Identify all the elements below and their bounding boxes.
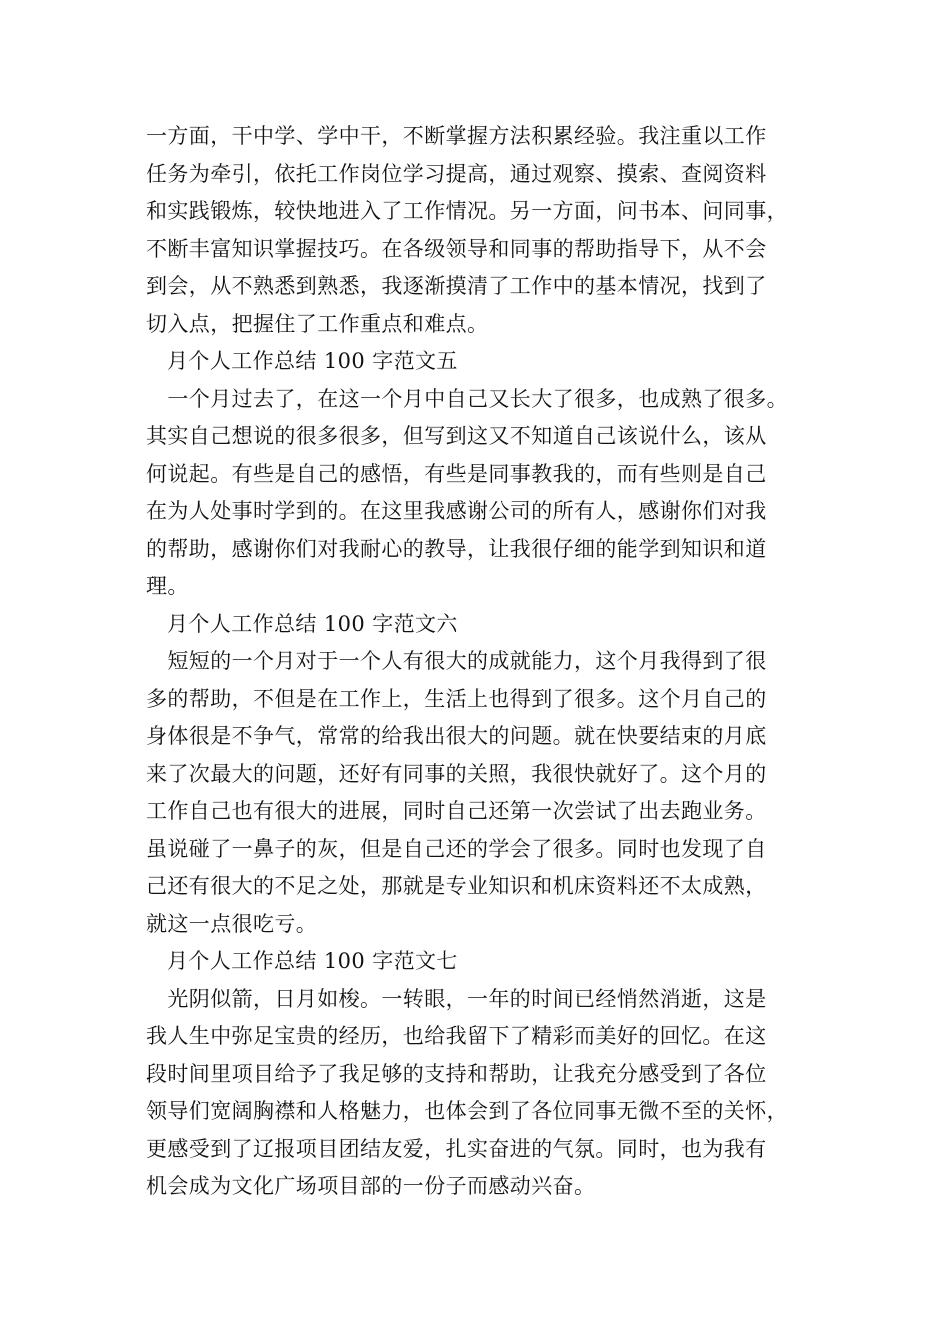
text-line: 机会成为文化广场项目部的一份子而感动兴奋。 (146, 1174, 596, 1198)
text-line: 不断丰富知识掌握技巧。在各级领导和同事的帮助指导下，从不会 (146, 236, 767, 261)
text-line: 多的帮助，不但是在工作上，生活上也得到了很多。这个月自己的 (146, 686, 767, 711)
document-page (146, 118, 826, 1206)
text-line: 其实自己想说的很多很多，但写到这又不知道自己该说什么，该从 (146, 424, 767, 448)
text-line: 到会，从不熟悉到熟悉，我逐渐摸清了工作中的基本情况，找到了 (146, 274, 767, 298)
paragraph-1 (146, 118, 826, 343)
text-line: 理。 (146, 574, 189, 598)
text-line: 在为人处事时学到的。在这里我感谢公司的所有人，感谢你们对我 (146, 499, 767, 523)
text-line: 切入点，把握住了工作重点和难点。 (146, 311, 489, 336)
text-line: 就这一点很吃亏。 (146, 911, 318, 936)
section-heading-6: 月个人工作总结 100 字范文六 (167, 611, 458, 636)
text-line: 虽说碰了一鼻子的灰，但是自己还的学会了很多。同时也发现了自 (146, 836, 767, 861)
paragraph-2 (146, 381, 826, 606)
paragraph-4 (146, 981, 826, 1206)
text-line: 一方面，干中学、学中干，不断掌握方法积累经验。我注重以工作 (146, 124, 767, 148)
text-line: 的帮助，感谢你们对我耐心的教导，让我很仔细的能学到知识和道 (146, 536, 767, 561)
text-line: 来了次最大的问题，还好有同事的关照，我很快就好了。这个月的 (146, 761, 767, 786)
text-line: 我人生中弥足宝贵的经历，也给我留下了精彩而美好的回忆。在这 (146, 1024, 767, 1048)
text-line: 段时间里项目给予了我足够的支持和帮助，让我充分感受到了各位 (146, 1061, 767, 1086)
text-line: 身体很是不争气，常常的给我出很大的问题。就在快要结束的月底 (146, 724, 767, 748)
text-line: 光阴似箭，日月如梭。一转眼，一年的时间已经悄然消逝，这是 (146, 986, 767, 1011)
text-line: 任务为牵引，依托工作岗位学习提高，通过观察、摸索、查阅资料 (146, 161, 767, 186)
section-heading-7: 月个人工作总结 100 字范文七 (167, 949, 458, 973)
text-line: 工作自己也有很大的进展，同时自己还第一次尝试了出去跑业务。 (146, 799, 767, 823)
text-line: 何说起。有些是自己的感悟，有些是同事教我的，而有些则是自己 (146, 461, 767, 486)
text-line: 领导们宽阔胸襟和人格魅力，也体会到了各位同事无微不至的关怀， (146, 1099, 788, 1123)
text-line: 短短的一个月对于一个人有很大的成就能力，这个月我得到了很 (146, 649, 767, 673)
paragraph-3 (146, 643, 826, 943)
section-heading-5: 月个人工作总结 100 字范文五 (167, 349, 458, 373)
text-line: 一个月过去了，在这一个月中自己又长大了很多，也成熟了很多。 (146, 386, 788, 411)
text-line: 和实践锻炼，较快地进入了工作情况。另一方面，问书本、问同事， (146, 199, 788, 223)
text-line: 更感受到了辽报项目团结友爱，扎实奋进的气氛。同时，也为我有 (146, 1136, 767, 1161)
text-line: 己还有很大的不足之处，那就是专业知识和机床资料还不太成熟， (146, 874, 767, 898)
